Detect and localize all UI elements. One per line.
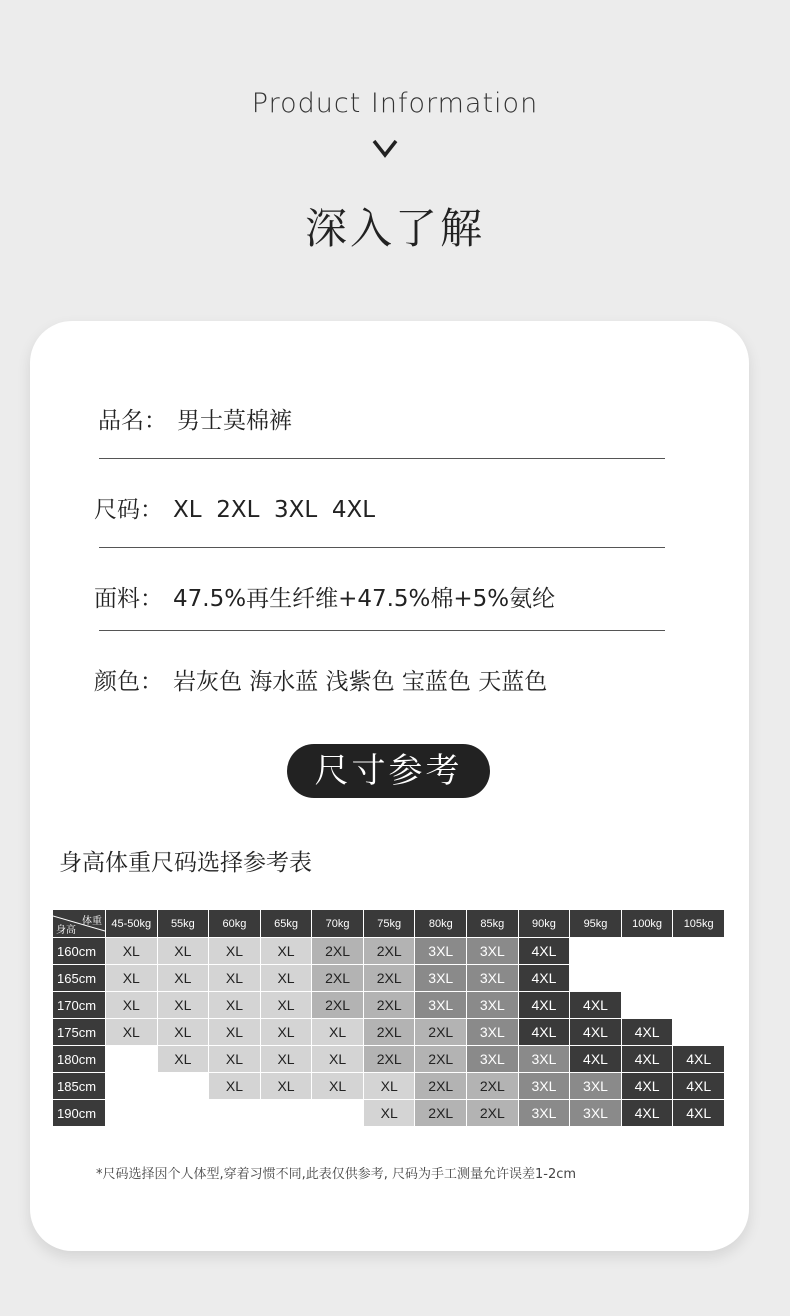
size-cell: 2XL — [312, 938, 364, 965]
size-cell: 2XL — [415, 1100, 467, 1127]
table-row — [53, 965, 725, 992]
size-cell: 4XL — [570, 1019, 622, 1046]
size-cell — [157, 1100, 209, 1127]
size-cell: 3XL — [570, 1073, 622, 1100]
size-cell: XL — [260, 1019, 312, 1046]
size-cell — [106, 1073, 158, 1100]
size-cell: XL — [363, 1073, 415, 1100]
size-cell: 2XL — [363, 965, 415, 992]
size-cell: 2XL — [363, 992, 415, 1019]
weight-header: 100kg — [621, 910, 673, 938]
size-cell: XL — [209, 992, 261, 1019]
size-note: *尺码选择因个人体型,穿着习惯不同,此表仅供参考, 尺码为手工测量允许误差1-2cm — [96, 1167, 577, 1182]
weight-header: 70kg — [312, 910, 364, 938]
height-header: 190cm — [53, 1100, 106, 1127]
size-cell: XL — [260, 1073, 312, 1100]
page-title-cn: 深入了解 — [304, 204, 485, 253]
info-value: 47.5%再生纤维+47.5%棉+5%氨纶 — [173, 586, 556, 612]
info-color-row — [94, 663, 547, 696]
height-header: 170cm — [53, 992, 106, 1019]
size-cell: XL — [209, 938, 261, 965]
size-table-title: 身高体重尺码选择参考表 — [59, 850, 312, 876]
weight-header: 90kg — [518, 910, 570, 938]
size-cell: 3XL — [467, 1046, 519, 1073]
size-cell: 3XL — [467, 1019, 519, 1046]
table-row — [53, 1073, 725, 1100]
size-cell: 2XL — [415, 1019, 467, 1046]
size-cell: 4XL — [621, 1019, 673, 1046]
size-cell: 3XL — [467, 992, 519, 1019]
size-cell: 3XL — [415, 965, 467, 992]
height-header: 175cm — [53, 1019, 106, 1046]
weight-header: 55kg — [157, 910, 209, 938]
size-cell — [106, 1100, 158, 1127]
info-value: XL 2XL 3XL 4XL — [173, 497, 376, 523]
size-cell: XL — [209, 1019, 261, 1046]
table-row — [53, 1046, 725, 1073]
info-fabric-row — [94, 580, 555, 613]
size-cell — [673, 965, 725, 992]
size-cell: 4XL — [570, 1046, 622, 1073]
weight-header: 105kg — [673, 910, 725, 938]
size-cell — [673, 1019, 725, 1046]
size-cell: XL — [260, 992, 312, 1019]
page-title-en: Product Information — [251, 88, 539, 119]
size-cell: 2XL — [467, 1073, 519, 1100]
size-cell: XL — [312, 1073, 364, 1100]
size-cell: 4XL — [621, 1073, 673, 1100]
size-cell: XL — [260, 965, 312, 992]
corner-height-label: 身高 — [56, 925, 76, 936]
size-cell: XL — [209, 1073, 261, 1100]
size-cell: 2XL — [312, 965, 364, 992]
weight-header: 80kg — [415, 910, 467, 938]
info-value: 岩灰色 海水蓝 浅紫色 宝蓝色 天蓝色 — [173, 669, 548, 695]
info-label: 颜色： — [94, 669, 163, 695]
size-cell: 4XL — [673, 1100, 725, 1127]
weight-header: 65kg — [260, 910, 312, 938]
size-cell: 3XL — [518, 1100, 570, 1127]
size-cell — [157, 1073, 209, 1100]
table-header-row — [53, 910, 725, 938]
divider — [99, 458, 665, 459]
height-header: 185cm — [53, 1073, 106, 1100]
size-cell: 2XL — [363, 1019, 415, 1046]
size-cell: XL — [106, 1019, 158, 1046]
size-cell: 4XL — [518, 938, 570, 965]
size-cell: XL — [363, 1100, 415, 1127]
corner-weight-label: 体重 — [82, 916, 102, 927]
size-cell: 4XL — [673, 1073, 725, 1100]
size-cell — [260, 1100, 312, 1127]
size-cell — [621, 992, 673, 1019]
info-size-row — [94, 491, 375, 524]
size-cell — [312, 1100, 364, 1127]
size-cell: 3XL — [570, 1100, 622, 1127]
size-cell: 2XL — [363, 938, 415, 965]
weight-header: 60kg — [209, 910, 261, 938]
size-cell — [106, 1046, 158, 1073]
product-info-card — [30, 321, 749, 1251]
size-cell — [673, 992, 725, 1019]
height-header: 165cm — [53, 965, 106, 992]
info-label: 尺码： — [94, 497, 163, 523]
weight-header: 85kg — [467, 910, 519, 938]
size-cell: XL — [157, 992, 209, 1019]
size-cell — [209, 1100, 261, 1127]
table-row — [53, 938, 725, 965]
info-name-row — [98, 402, 292, 435]
size-cell: 3XL — [467, 965, 519, 992]
table-row — [53, 1019, 725, 1046]
info-label: 品名： — [98, 408, 167, 434]
size-cell: 4XL — [518, 965, 570, 992]
size-cell: 3XL — [415, 938, 467, 965]
size-cell: XL — [106, 938, 158, 965]
size-cell — [570, 938, 622, 965]
table-row — [53, 992, 725, 1019]
size-cell: 2XL — [312, 992, 364, 1019]
height-header: 160cm — [53, 938, 106, 965]
size-cell — [621, 938, 673, 965]
size-cell — [570, 965, 622, 992]
size-cell — [621, 965, 673, 992]
size-cell: 4XL — [518, 992, 570, 1019]
size-cell: XL — [157, 965, 209, 992]
size-cell: 4XL — [621, 1100, 673, 1127]
size-chart-table — [52, 909, 725, 1127]
size-cell: 4XL — [621, 1046, 673, 1073]
divider — [99, 630, 665, 631]
size-cell: 2XL — [467, 1100, 519, 1127]
table-corner-cell — [53, 910, 106, 938]
size-reference-badge: 尺寸参考 — [287, 744, 490, 798]
size-cell: XL — [157, 1019, 209, 1046]
chevron-down-icon — [370, 133, 400, 163]
info-label: 面料： — [94, 586, 163, 612]
divider — [99, 547, 665, 548]
size-cell: XL — [106, 992, 158, 1019]
size-cell: 2XL — [415, 1073, 467, 1100]
size-cell: XL — [209, 1046, 261, 1073]
size-cell: XL — [260, 938, 312, 965]
size-cell: 4XL — [570, 992, 622, 1019]
info-value: 男士莫棉裤 — [177, 408, 292, 434]
weight-header: 75kg — [363, 910, 415, 938]
size-cell: 4XL — [518, 1019, 570, 1046]
size-cell — [673, 938, 725, 965]
size-cell: 2XL — [415, 1046, 467, 1073]
size-cell: XL — [260, 1046, 312, 1073]
size-cell: 4XL — [673, 1046, 725, 1073]
size-cell: XL — [209, 965, 261, 992]
size-cell: 3XL — [518, 1046, 570, 1073]
table-row — [53, 1100, 725, 1127]
size-cell: XL — [106, 965, 158, 992]
size-cell: XL — [157, 938, 209, 965]
height-header: 180cm — [53, 1046, 106, 1073]
weight-header: 45-50kg — [106, 910, 158, 938]
size-cell: XL — [312, 1046, 364, 1073]
size-cell: 3XL — [467, 938, 519, 965]
size-cell: XL — [312, 1019, 364, 1046]
size-cell: XL — [157, 1046, 209, 1073]
size-cell: 3XL — [518, 1073, 570, 1100]
size-cell: 3XL — [415, 992, 467, 1019]
weight-header: 95kg — [570, 910, 622, 938]
size-cell: 2XL — [363, 1046, 415, 1073]
